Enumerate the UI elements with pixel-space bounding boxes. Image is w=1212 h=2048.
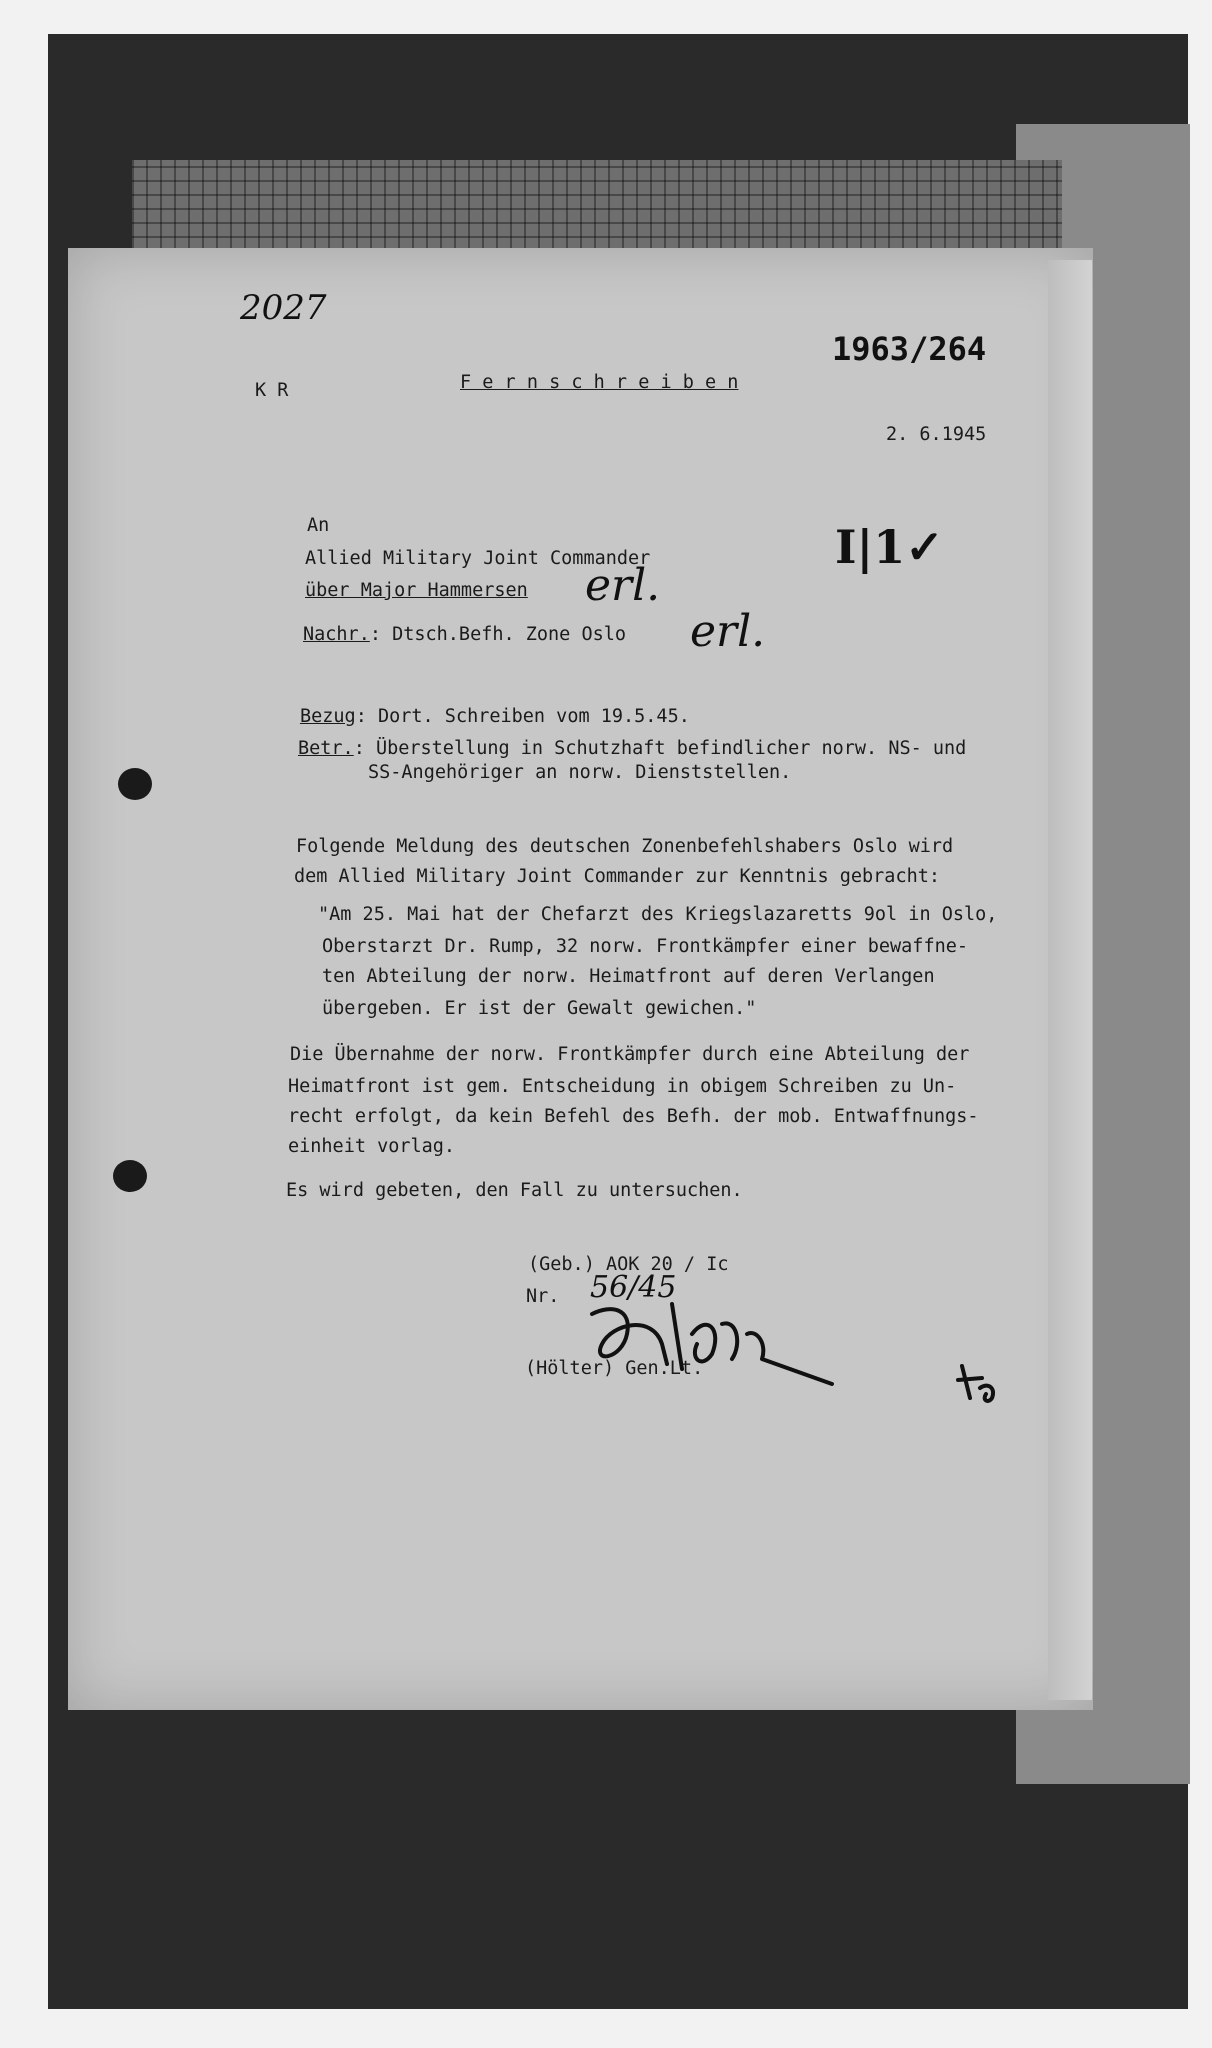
bezug-label: Bezug	[300, 706, 356, 727]
address-via: über Major Hammersen	[305, 580, 528, 601]
handwritten-folio: 2027	[240, 288, 327, 328]
reference-bezug	[300, 706, 690, 727]
betr-label: Betr.	[298, 738, 354, 759]
address-copy	[303, 624, 626, 645]
address-to-label: An	[307, 515, 330, 536]
archive-number: 1963/264	[832, 330, 987, 368]
closing-nr-label: Nr.	[526, 1286, 560, 1307]
bezug-text: : Dort. Schreiben vom 19.5.45.	[355, 706, 690, 727]
reference-betr	[298, 738, 966, 759]
quote-line: ten Abteilung der norw. Heimatfront auf deren Verlangen	[322, 966, 935, 987]
handwritten-erledigt-copy: erl.	[690, 606, 766, 657]
note-line: recht erfolgt, da kein Befehl des Befh. der mob. Entwaffnungs-	[288, 1106, 979, 1127]
closing-nr-value: 56/45	[590, 1270, 677, 1305]
document-title: F e r n s c h r e i b e n	[460, 372, 739, 393]
punch-hole	[118, 768, 152, 800]
body-intro-line: dem Allied Military Joint Commander zur Kenntnis gebracht:	[294, 866, 941, 887]
punch-hole	[113, 1160, 147, 1192]
handwritten-erledigt-via: erl.	[585, 560, 661, 611]
address-recipient: Allied Military Joint Commander	[305, 548, 651, 569]
handwritten-mark: I|1✓	[835, 520, 944, 574]
document-date: 2. 6.1945	[886, 424, 987, 445]
copy-recipient: : Dtsch.Befh. Zone Oslo	[369, 624, 627, 645]
quote-line: übergeben. Er ist der Gewalt gewichen."	[322, 998, 757, 1019]
request-line: Es wird gebeten, den Fall zu untersuchen.	[286, 1180, 743, 1201]
body-intro-line: Folgende Meldung des deutschen Zonenbefehlshabers Oslo wird	[296, 836, 954, 857]
header-prefix: K R	[255, 380, 289, 401]
note-line: einheit vorlag.	[288, 1136, 456, 1157]
handwritten-paraph	[952, 1358, 1012, 1408]
quote-line: "Am 25. Mai hat der Chefarzt des Kriegslazaretts 9ol in Oslo,	[318, 904, 998, 925]
note-line: Die Übernahme der norw. Frontkämpfer durch eine Abteilung der	[290, 1044, 970, 1065]
note-line: Heimatfront ist gem. Entscheidung in obigem Schreiben zu Un-	[288, 1076, 957, 1097]
closing-unit: (Geb.) AOK 20 / Ic	[528, 1254, 729, 1275]
copy-label: Nachr.	[303, 624, 370, 645]
paper-edge	[1048, 260, 1092, 1700]
betr-text: : Überstellung in Schutzhaft befindlicher norw. NS- und	[353, 738, 967, 759]
quote-line: Oberstarzt Dr. Rump, 32 norw. Frontkämpfer einer bewaffne-	[322, 936, 969, 957]
handwritten-signature	[572, 1274, 842, 1394]
betr-line-2: SS-Angehöriger an norw. Dienststellen.	[368, 762, 792, 783]
closing-signatory: (Hölter) Gen.Lt.	[525, 1358, 704, 1379]
